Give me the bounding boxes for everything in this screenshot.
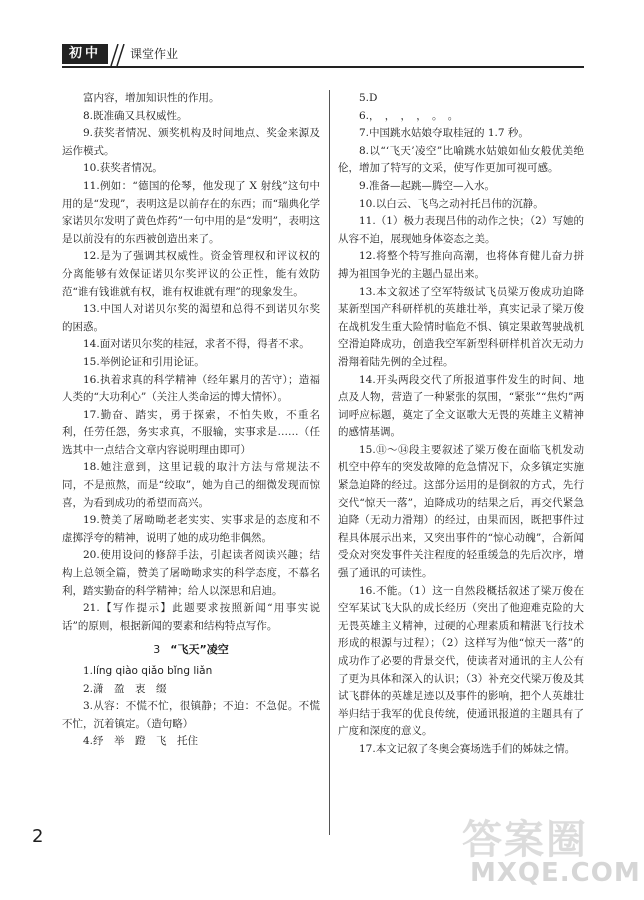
pinyin-answer — [62, 663, 320, 681]
answer-paragraph: 11.例如：“德国的伦琴，他发现了 X 射线”这句中用的是“发现”，表明这是以前存在的东西；而“瑞典化学家诺贝尔发明了黄色炸药”一句中用的是“发明”，表明这是以前没有的东西被创造出来了。 — [62, 179, 320, 245]
answer-paragraph: 2.潇 盈 衷 缀 — [83, 682, 167, 695]
page-number: 2 — [32, 826, 44, 847]
answer-paragraph: 16.不能。（1）这一自然段概括叙述了梁万俊在空军某试飞大队的成长经历（突出了他迎难克险的大无畏英雄主义精神，过硬的心理素质和精湛飞行技术形成的根源与过程）；（2）这样写为他“惊天一落”的成功作了必要的背景交代，使读者对通讯的主人公有了更为具体和深入的认识；（3）补充交代梁万俊及其试飞群体的英雄足迹以及事件的影响，把个人英雄壮举归结于我军的优良传统，使通讯报道的主题具有了广度和深度的意义。 — [338, 584, 584, 738]
answer-paragraph: 12.将整个特写推向高潮，也将体育健儿奋力拼搏为祖国争光的主题凸显出来。 — [338, 250, 584, 280]
answer-paragraph: 8.以“‘飞天’凌空”比喻跳水姑娘如仙女般优美绝伦，增加了特写的文采，使写作更加可视可感。 — [338, 144, 584, 175]
pinyin-text: líng qiào qiǎo bǐng liǎn — [93, 665, 213, 677]
watermark-text: 答案圈 — [462, 817, 588, 863]
answer-paragraph: 14.面对诺贝尔奖的桂冠，求者不得，得者不求。 — [83, 338, 310, 351]
answer-paragraph: 9.获奖者情况、颁奖机构及时间地点、奖金来源及运作模式。 — [62, 127, 320, 157]
answer-paragraph: 4.纾 举 蹬 飞 托住 — [83, 735, 199, 748]
left-answers-group-2 — [62, 681, 320, 751]
answer-paragraph: 20.使用设问的修辞手法，引起读者阅读兴趣；结构上总领全篇，赞美了屠呦呦求实的科学态度，不慕名利，踏实勤奋的科学精神；给人以深思和启迪。 — [62, 549, 320, 597]
answer-paragraph: 15.举例论证和引用论证。 — [83, 355, 205, 368]
answer-paragraph: 13.本文叙述了空军特级试飞员梁万俊成功迫降某新型国产科研样机的英雄壮举，真实记录了梁万俊在战机发生重大险情时临危不惧、镇定果敢驾驶战机空滑迫降成功，创造我空军新型科研样机首次无动力滑翔着陆先例的全过程。 — [338, 285, 584, 368]
answer-paragraph: 17.勤奋、踏实，勇于探索，不怕失败，不重名利，任劳任怨，务实求真，不服输，实事求是……（任选其中一点结合文章内容说明理由即可） — [62, 408, 320, 456]
left-column — [62, 90, 320, 751]
column-divider — [329, 90, 330, 835]
answer-paragraph: 8.既准确又具权威性。 — [83, 109, 188, 122]
answer-paragraph: 18.她注意到，这里记载的取汁方法与常规法不同，不是煎熬，而是“绞取”，她为自己的细微发现而惊喜，为看到成功的希望而高兴。 — [62, 461, 320, 509]
answer-paragraph: 17.本文记叙了冬奥会赛场选手们的姊妹之情。 — [359, 742, 576, 755]
answer-paragraph: 7.中国跳水姑娘夺取桂冠的 1.7 秒。 — [359, 127, 529, 140]
answer-paragraph: 13.中国人对诺贝尔奖的渴望和总得不到诺贝尔奖的困惑。 — [62, 303, 320, 333]
pinyin-label: 1. — [83, 665, 94, 677]
answer-paragraph: 12.是为了强调其权威性。资金管理权和评议权的分离能够有效保证诺贝尔奖评议的公正性，能有效防范“谁有钱谁就有权，谁有权谁就有理”的现象发生。 — [62, 250, 320, 298]
answer-paragraph: 16.执着求真的科学精神（经年累月的苦守）；造福人类的“大功利心”（关注人类命运的博大情怀）。 — [62, 373, 320, 404]
answer-paragraph: 3.从容：不慌不忙，很镇静；不迫：不急促。不慌不忙，沉着镇定。（造句略） — [62, 700, 320, 730]
level-badge: 初中 — [62, 44, 108, 64]
answer-paragraph: 9.准备—起跳—腾空—入水。 — [359, 179, 496, 192]
answer-paragraph: 11.（1）极力表现吕伟的动作之快；（2）写她的从容不迫，展现她身体姿态之美。 — [338, 215, 584, 245]
header-rule — [62, 66, 584, 68]
answer-paragraph: 19.赞美了屠呦呦老老实实、实事求是的态度和不虚掷浮夸的精神，说明了她的成功绝非偶然。 — [62, 514, 320, 544]
answer-paragraph: 14.开头两段交代了所报道事件发生的时间、地点及人物，营造了一种紧张的氛围，“紧张”“焦灼”两词呼应标题，奠定了全文讴歌大无畏的英雄主义精神的感情基调。 — [338, 373, 584, 439]
answer-paragraph: 5.D — [359, 92, 378, 104]
watermark-logo — [462, 808, 641, 894]
right-answers-group — [338, 90, 584, 759]
answer-paragraph: 10.以白云、飞鸟之动衬托吕伟的沉静。 — [359, 197, 544, 210]
section-title: “飞天”凌空 — [170, 643, 229, 657]
answer-paragraph: 富内容，增加知识性的作用。 — [83, 92, 220, 104]
answer-paragraph: 6.， ， ， ， 。 。 — [359, 109, 459, 122]
page-header — [62, 44, 584, 68]
section-heading — [62, 641, 320, 659]
watermark-url: MXQE.COM — [470, 858, 641, 888]
answer-paragraph: 10.获奖者情况。 — [83, 162, 163, 175]
header-slash-decoration — [109, 44, 127, 66]
answer-paragraph: 21.【写作提示】此题要求按照新闻“用事实说话”的原则，根据新闻的要素和结构特点写作。 — [62, 602, 320, 632]
header-title: 课堂作业 — [130, 47, 179, 61]
right-column — [338, 90, 584, 759]
section-number: 3 — [153, 643, 161, 657]
answer-paragraph: 15.⑪～⑭段主要叙述了梁万俊在面临飞机发动机空中停车的突发故障的危急情况下，众多镇定实施紧急迫降的经过。这部分运用的是倒叙的方式，先行交代“惊天一落”，迫降成功的结果之后，再交代紧急迫降（无动力滑翔）的经过，由果而因，既把事件过程具体展示出来，又突出事件的“惊心动魄”，合新闻受众对突发事件关注程度的轻重缓急的先后次序，增强了通讯的可读性。 — [338, 443, 584, 580]
left-answers-group — [62, 90, 320, 635]
